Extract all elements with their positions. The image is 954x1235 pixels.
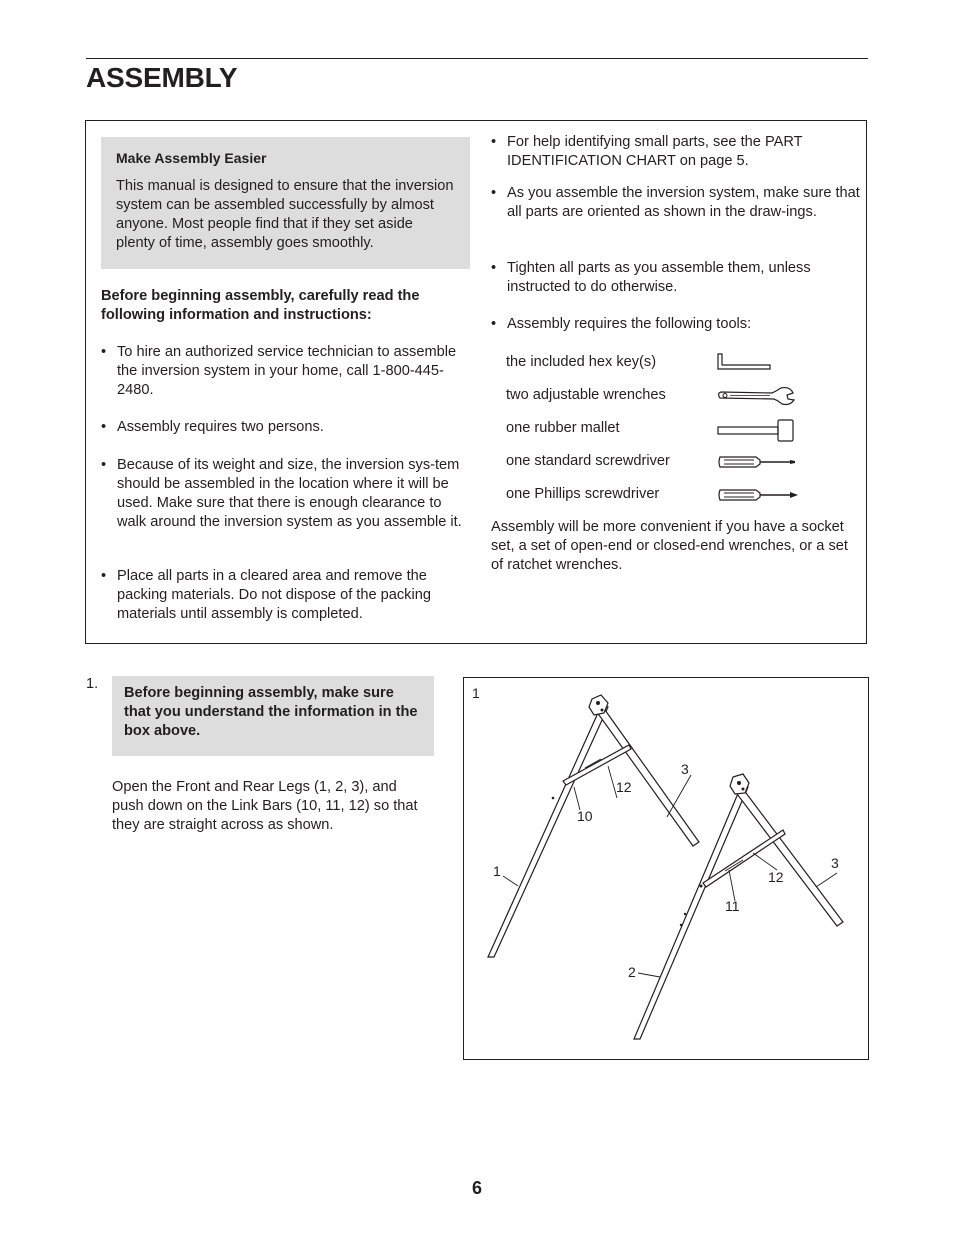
label-link-bar-12a: 12 [615,778,632,795]
label-front-leg-1: 1 [492,862,501,879]
figure-box [463,677,869,1060]
label-link-bar-11: 11 [724,897,740,914]
bullet-dot: • [491,185,497,201]
header-rule [86,58,868,59]
bullet-dot: • [101,568,107,584]
bullet-text: For help identifying small parts, see the PART IDENTIFICATION CHART on page 5. [507,134,803,169]
easier-text: This manual is designed to ensure that the inversion system can be assembled successfully by almost anyone. Most people find that if they set aside plenty of time, assembly goes smoothly. [116,178,454,251]
bullet-item [101,343,467,400]
convenient-note: Assembly will be more convenient if you have a socket set, a set of open-end or closed-end wrenches, or a set of ratchet wrenches. [491,519,848,573]
label-rear-leg-b: 3 [830,854,839,871]
label-link-bar-10: 10 [576,807,593,824]
label-front-leg-2: 2 [627,963,636,980]
bullet-dot: • [491,260,497,276]
page-number: 6 [471,1178,482,1198]
frame-left [488,695,699,957]
label-rear-leg-a: 3 [680,760,689,777]
standard-screwdriver-icon [716,454,798,470]
page-title: ASSEMBLY [86,62,238,93]
bullet-dot: • [101,344,107,360]
bullet-dot: • [101,457,107,473]
rubber-mallet-icon [716,418,796,444]
hex-key-icon [716,353,774,373]
assembly-diagram [463,677,869,1060]
before-heading: Before beginning assembly, carefully read the following information and instructions: [101,288,420,323]
tool-adjustable-wrenches: two adjustable wrenches [506,387,666,403]
bullet-text: As you assemble the inversion system, make sure that all parts are oriented as shown in the draw-ings. [507,185,860,220]
tool-hex-key: the included hex key(s) [506,354,657,370]
bullet-text: Assembly requires the following tools: [507,316,752,332]
bullet-text: Assembly requires two persons. [117,419,324,435]
bullet-item [491,133,861,171]
bullet-text: To hire an authorized service technician to assemble the inversion system in your home, call 1-800-445-2480. [117,344,457,398]
bullet-text: Place all parts in a cleared area and remove the packing materials. Do not dispose of the packing materials until assembly is completed. [117,568,431,622]
label-link-bar-12b: 12 [767,868,784,885]
easier-title: Make Assembly Easier [116,150,267,166]
bullet-item [491,184,861,222]
front-leg-1 [488,704,608,957]
figure-number: 1 [471,684,480,701]
tool-rubber-mallet: one rubber mallet [506,420,620,436]
bullet-dot: • [491,316,497,332]
bullet-text: Because of its weight and size, the inversion sys-tem should be assembled in the location where it will be used. Make sure that there is enough clearance to walk around the inversion system as you assemble it. [117,457,462,530]
adjustable-wrench-icon [716,385,798,407]
tool-phillips-screwdriver: one Phillips screwdriver [506,486,660,502]
phillips-screwdriver-icon [716,487,800,503]
tool-standard-screwdriver: one standard screwdriver [506,453,670,469]
bullet-dot: • [101,419,107,435]
bullet-text: Tighten all parts as you assemble them, unless instructed to do otherwise. [507,260,811,295]
bullet-item [101,567,467,624]
step-note: Before beginning assembly, make sure that you understand the information in the box above. [112,676,434,756]
step-instruction: Open the Front and Rear Legs (1, 2, 3), and push down on the Link Bars (10, 11, 12) so that they are straight across as shown. [112,779,418,833]
make-assembly-easier-panel [101,137,470,269]
bullet-item [101,418,467,437]
step-number: 1. [86,676,99,692]
bullet-dot: • [491,134,497,150]
bullet-item [101,456,467,532]
bullet-item [491,315,861,334]
bullet-item [491,259,861,297]
